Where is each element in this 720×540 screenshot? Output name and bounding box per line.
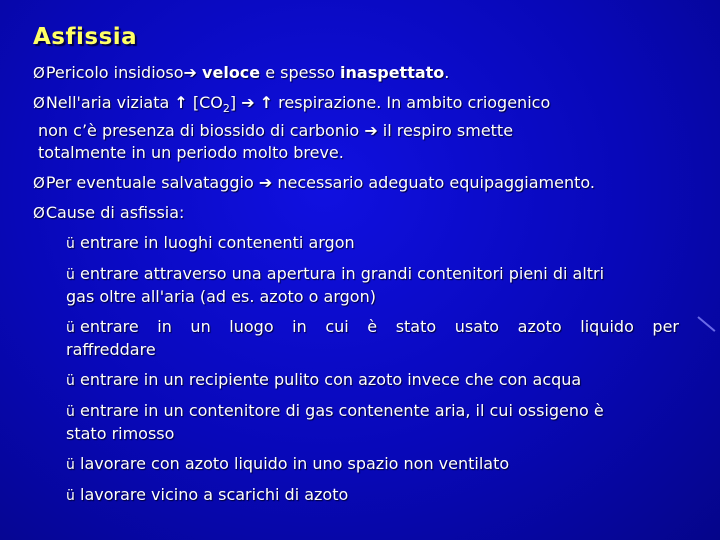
cause-text: entrare in un luogo in cui è stato usato azoto liquido per: [80, 317, 679, 336]
cause-text: lavorare con azoto liquido in uno spazio non ventilato: [80, 454, 510, 473]
right-arrow-icon: ➔: [258, 173, 273, 192]
bullet-line: [33, 92, 679, 120]
bullet-text-bold: inaspettato: [340, 63, 445, 82]
bullet-text: non c’è presenza di biossido di carbonio: [38, 121, 365, 140]
cause-item: [66, 400, 679, 445]
bullet-text: e spesso: [260, 63, 341, 82]
cause-text: entrare in un contenitore di gas contenente aria, il cui ossigeno è: [80, 401, 604, 420]
bullet-aria-viziata: [33, 92, 679, 164]
cause-line: gas oltre all'aria (ad es. azoto o argon): [66, 287, 376, 306]
cause-line: [66, 316, 679, 339]
right-arrow-icon: ➔: [241, 93, 255, 112]
bullet-text: Per eventuale salvataggio: [45, 173, 259, 192]
cause-text: entrare in un recipiente pulito con azoto invece che con acqua: [80, 370, 582, 389]
slide-title: Asfissia: [33, 24, 138, 50]
right-arrow-icon: ➔: [183, 63, 197, 82]
check-icon: ü: [66, 457, 75, 473]
bullet-text: Cause di asfissia:: [45, 203, 185, 222]
arrow-bullet-icon: Ø: [33, 64, 45, 82]
cause-line: raffreddare: [66, 340, 156, 359]
bullet-text: il respiro smette: [377, 121, 514, 140]
bullet-text: ]: [229, 93, 242, 112]
cause-text: lavorare vicino a scarichi di azoto: [80, 485, 349, 504]
check-icon: ü: [66, 320, 75, 336]
cause-item: [66, 453, 679, 476]
bullet-text: necessario adeguato equipaggiamento.: [272, 173, 595, 192]
check-icon: ü: [66, 267, 75, 283]
bullet-text: Pericolo insidioso: [45, 63, 184, 82]
cause-item: [66, 484, 679, 507]
cause-line: [66, 263, 679, 286]
bullet-line: totalmente in un periodo molto breve.: [38, 143, 344, 162]
bullet-text: Nell'aria viziata: [45, 93, 175, 112]
check-icon: ü: [66, 236, 75, 252]
check-icon: ü: [66, 488, 75, 504]
bullet-text: .: [444, 63, 450, 82]
cause-line: [66, 400, 679, 423]
cause-item: [66, 263, 679, 308]
cause-item: [66, 232, 679, 255]
cause-line: stato rimosso: [66, 424, 175, 443]
up-arrow-icon: ↑: [174, 93, 188, 112]
cause-item: [66, 316, 679, 361]
bullet-pericolo: [33, 62, 679, 84]
bullet-text: respirazione. In ambito criogenico: [273, 93, 551, 112]
check-icon: ü: [66, 373, 75, 389]
cause-item: [66, 369, 679, 392]
bullet-cause: [33, 202, 679, 224]
up-arrow-icon: ↑: [259, 93, 274, 112]
subscript: 2: [222, 102, 230, 115]
slide-content: [33, 62, 679, 515]
bullet-salvataggio: [33, 172, 679, 194]
cause-text: entrare in luoghi contenenti argon: [80, 233, 355, 252]
check-icon: ü: [66, 404, 75, 420]
bullet-text: [CO: [187, 93, 223, 112]
arrow-bullet-icon: Ø: [33, 94, 45, 112]
bullet-line: [33, 120, 679, 142]
arrow-bullet-icon: Ø: [33, 174, 45, 192]
right-arrow-icon: ➔: [364, 121, 378, 140]
arrow-bullet-icon: Ø: [33, 204, 45, 222]
bullet-text-bold: veloce: [202, 63, 261, 82]
cause-text: entrare attraverso una apertura in grandi contenitori pieni di altri: [80, 264, 605, 283]
decorative-line: [697, 316, 715, 332]
